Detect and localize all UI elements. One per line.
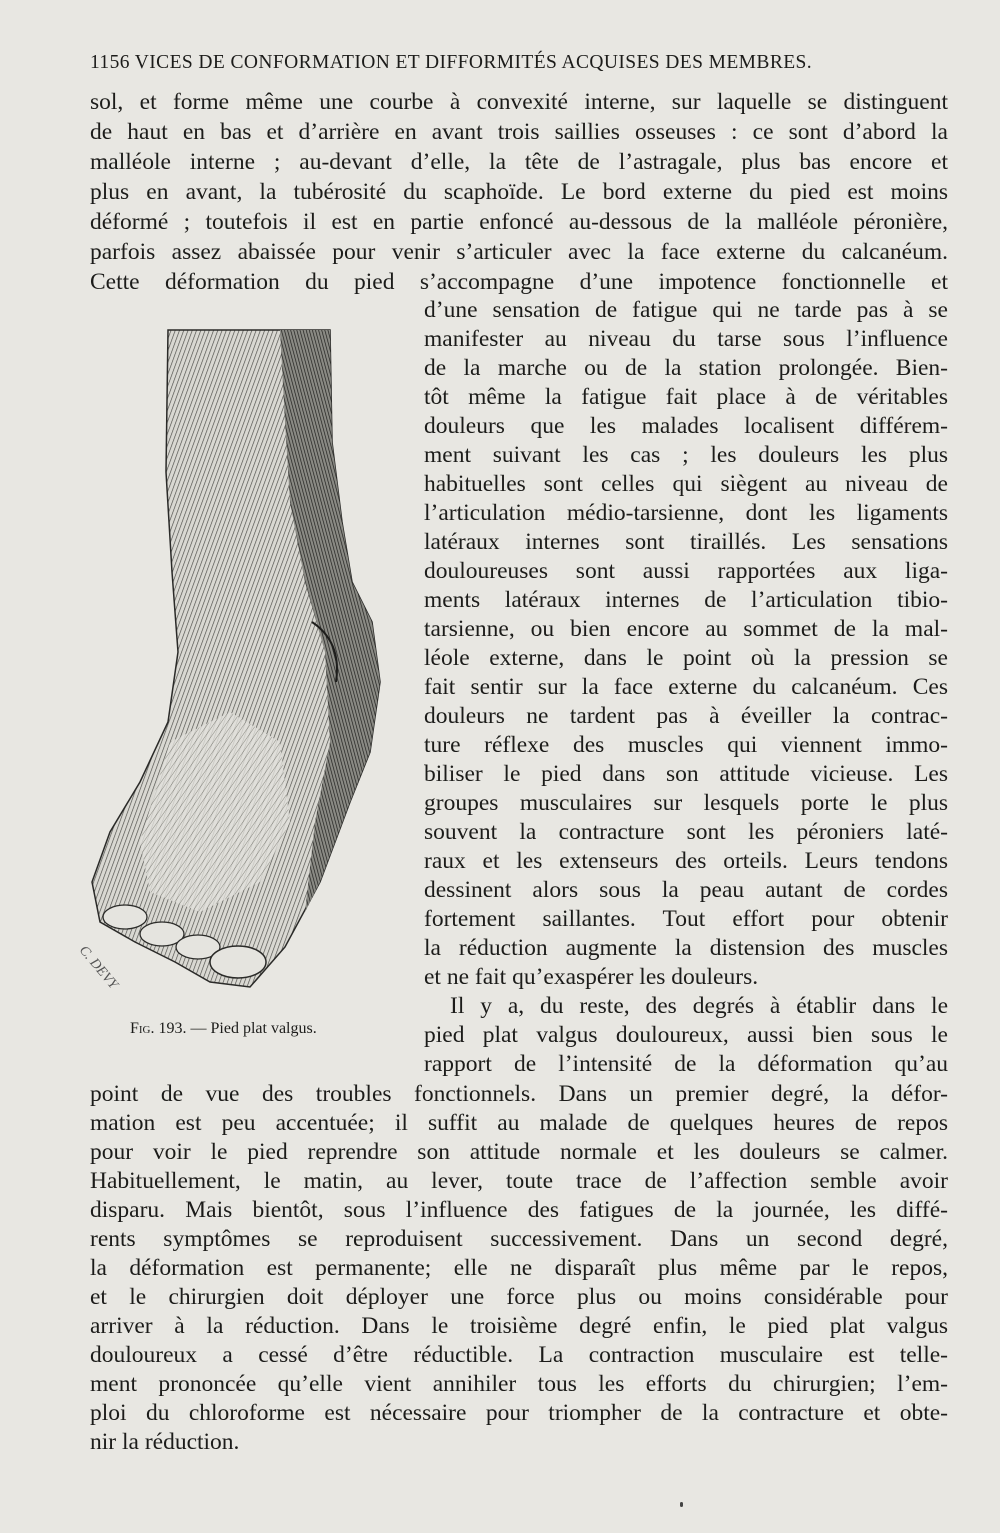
text-line: la réduction augmente la distension des muscles bbox=[424, 935, 948, 961]
ink-speck bbox=[680, 1502, 683, 1507]
text-line: Il y a, du reste, des degrés à établir dans le bbox=[450, 993, 948, 1019]
text-line: rents symptômes se reproduisent successivement. Dans un second degré, bbox=[90, 1226, 948, 1252]
text-line: et ne fait qu’exaspérer les douleurs. bbox=[424, 964, 759, 990]
text-line: arriver à la réduction. Dans le troisième degré enfin, le pied plat valgus bbox=[90, 1313, 948, 1339]
text-line: pied plat valgus douloureux, aussi bien sous le bbox=[424, 1022, 948, 1048]
text-line: la déformation est permanente; elle ne disparaît plus même par le repos, bbox=[90, 1255, 948, 1281]
engraver-signature: C. DEVY bbox=[75, 943, 121, 993]
text-line: point de vue des troubles fonctionnels. Dans un premier degré, la défor- bbox=[90, 1081, 948, 1107]
text-line: Habituellement, le matin, au lever, toute trace de l’affection semble avoir bbox=[90, 1168, 948, 1194]
toe-1 bbox=[103, 905, 147, 929]
text-line: ments latéraux internes de l’articulation tibio- bbox=[424, 587, 948, 613]
text-line: fortement saillantes. Tout effort pour obtenir bbox=[424, 906, 948, 932]
figure-number: Fig. 193. bbox=[130, 1020, 187, 1037]
figure-caption bbox=[130, 1020, 317, 1038]
text-line: l’articulation médio-tarsienne, dont les ligaments bbox=[424, 500, 948, 526]
text-line: tôt même la fatigue fait place à de véritables bbox=[424, 384, 948, 410]
text-line: pour voir le pied reprendre son attitude normale et les douleurs se calmer. bbox=[90, 1139, 948, 1165]
text-line: disparu. Mais bientôt, sous l’influence des fatigues de la journée, les diffé- bbox=[90, 1197, 948, 1223]
foot-illustration bbox=[80, 322, 400, 1022]
text-line: douleurs que les malades localisent différem- bbox=[424, 413, 948, 439]
text-line: souvent la contracture sont les péroniers laté- bbox=[424, 819, 948, 845]
text-line: ture réflexe des muscles qui viennent immo- bbox=[424, 732, 948, 758]
text-line: douloureuses sont aussi rapportées aux liga- bbox=[424, 558, 948, 584]
figure-caption-text: — Pied plat valgus. bbox=[190, 1020, 317, 1037]
text-line: Cette déformation du pied s’accompagne d’une impotence fonctionnelle et bbox=[90, 269, 948, 295]
text-line: de haut en bas et d’arrière en avant trois saillies osseuses : ce sont d’abord la bbox=[90, 119, 948, 145]
text-line: et le chirurgien doit déployer une force plus ou moins considérable pour bbox=[90, 1284, 948, 1310]
text-line: ment prononcée qu’elle vient annihiler tous les efforts du chirurgien; l’em- bbox=[90, 1371, 948, 1397]
text-line: fait sentir sur la face externe du calcanéum. Ces bbox=[424, 674, 948, 700]
text-line: biliser le pied dans son attitude vicieuse. Les bbox=[424, 761, 948, 787]
text-line: douloureux a cessé d’être réductible. La contraction musculaire est telle- bbox=[90, 1342, 948, 1368]
text-line: habituelles sont celles qui siègent au niveau de bbox=[424, 471, 948, 497]
text-line: parfois assez abaissée pour venir s’articuler avec la face externe du calcanéum. bbox=[90, 239, 948, 265]
text-line: rapport de l’intensité de la déformation qu’au bbox=[424, 1051, 948, 1077]
text-line: déformé ; toutefois il est en partie enfoncé au-dessous de la malléole péronière, bbox=[90, 209, 948, 235]
text-line: de la marche ou de la station prolongée. Bien- bbox=[424, 355, 948, 381]
text-line: d’une sensation de fatigue qui ne tarde pas à se bbox=[424, 297, 948, 323]
toe-4 bbox=[210, 946, 266, 978]
text-line: dessinent alors sous la peau autant de cordes bbox=[424, 877, 948, 903]
text-line: malléole interne ; au-devant d’elle, la tête de l’astragale, plus bas encore et bbox=[90, 149, 948, 175]
text-line: léole externe, dans le point où la pression se bbox=[424, 645, 948, 671]
text-line: sol, et forme même une courbe à convexité interne, sur laquelle se distinguent bbox=[90, 89, 948, 115]
running-header: 1156 VICES DE CONFORMATION ET DIFFORMITÉS ACQUISES DES MEMBRES. bbox=[90, 52, 813, 73]
text-line: latéraux internes sont tiraillés. Les sensations bbox=[424, 529, 948, 555]
text-line: raux et les extenseurs des orteils. Leurs tendons bbox=[424, 848, 948, 874]
text-line: plus en avant, la tubérosité du scaphoïde. Le bord externe du pied est moins bbox=[90, 179, 948, 205]
text-line: manifester au niveau du tarse sous l’influence bbox=[424, 326, 948, 352]
text-line: ment suivant les cas ; les douleurs les plus bbox=[424, 442, 948, 468]
text-line: mation est peu accentuée; il suffit au malade de quelques heures de repos bbox=[90, 1110, 948, 1136]
text-line: groupes musculaires sur lesquels porte le plus bbox=[424, 790, 948, 816]
text-line: nir la réduction. bbox=[90, 1429, 240, 1455]
text-line: tarsienne, ou bien encore au sommet de la mal- bbox=[424, 616, 948, 642]
text-line: ploi du chloroforme est nécessaire pour triompher de la contracture et obte- bbox=[90, 1400, 948, 1426]
text-line: douleurs ne tardent pas à éveiller la contrac- bbox=[424, 703, 948, 729]
